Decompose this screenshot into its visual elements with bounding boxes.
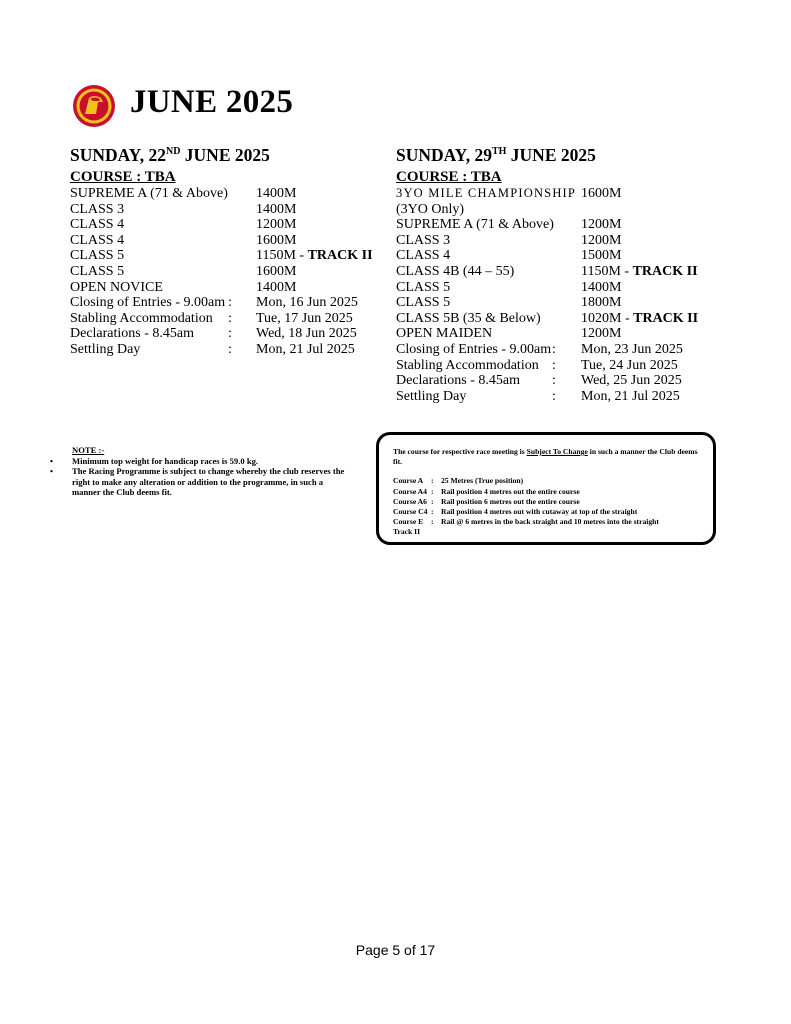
race-row: CLASS 5B (35 & Below) 1020M - TRACK II bbox=[396, 310, 699, 326]
race-row: CLASS 5 1600M bbox=[70, 263, 297, 279]
race-row: 3YO MILE CHAMPIONSHIP 1600M bbox=[396, 186, 622, 201]
date-row: Stabling Accommodation : Tue, 24 Jun 2025 bbox=[396, 357, 678, 373]
race-row: SUPREME A (71 & Above) 1200M bbox=[396, 217, 622, 233]
race-row: SUPREME A (71 & Above) 1400M bbox=[70, 186, 297, 201]
course-row: Course A4 : Rail position 4 metres out the entire course bbox=[393, 486, 580, 496]
note-item: • Minimum top weight for handicap races is 59.0 kg. bbox=[50, 455, 259, 466]
course-row: Course A6 : Rail position 6 metres out the entire course bbox=[393, 496, 580, 506]
race-row: CLASS 4 1600M bbox=[70, 232, 297, 248]
course-row: Course E : Rail @ 6 metres in the back straight and 10 metres into the straight bbox=[393, 517, 659, 527]
course-row: Course C4 : Rail position 4 metres out with cutaway at top of the straight bbox=[393, 507, 638, 517]
race-row: CLASS 3 1200M bbox=[396, 232, 622, 248]
race-row: CLASS 4 1200M bbox=[70, 217, 297, 233]
race-row: CLASS 5 1800M bbox=[396, 295, 622, 311]
date-row: Settling Day : Mon, 21 Jul 2025 bbox=[70, 341, 355, 357]
race-row: CLASS 4B (44 – 55) 1150M - TRACK II bbox=[396, 263, 698, 279]
course-box-intro: The course for respective race meeting is Subject To Change in such a manner the Club deems fit. bbox=[393, 447, 698, 467]
meeting-1-heading: SUNDAY, 22ND JUNE 2025 bbox=[70, 145, 270, 165]
notes-title: NOTE :- bbox=[72, 445, 105, 455]
date-row: Declarations - 8.45am : Wed, 25 Jun 2025 bbox=[396, 373, 682, 389]
race-row: OPEN MAIDEN 1200M bbox=[396, 326, 622, 342]
note-item: • The Racing Programme is subject to change whereby the club reserves the right to make any alteration or addition to the programme, in such a manner the Club deems fit. bbox=[50, 466, 345, 498]
meeting-2-heading: SUNDAY, 29TH JUNE 2025 bbox=[396, 145, 596, 165]
date-row: Stabling Accommodation : Tue, 17 Jun 2025 bbox=[70, 310, 353, 326]
meeting-1-course: COURSE : TBA bbox=[70, 169, 176, 185]
page-title: JUNE 2025 bbox=[130, 84, 294, 120]
race-row: (3YO Only) bbox=[396, 201, 465, 217]
date-row: Declarations - 8.45am : Wed, 18 Jun 2025 bbox=[70, 326, 357, 342]
meeting-2-races bbox=[396, 186, 706, 404]
race-row: CLASS 5 1150M - TRACK II bbox=[70, 248, 373, 264]
course-row: Course A : 25 Metres (True position) bbox=[393, 476, 524, 486]
date-row: Closing of Entries - 9.00am : Mon, 23 Jun 2025 bbox=[396, 341, 683, 357]
race-row: OPEN NOVICE 1400M bbox=[70, 279, 297, 295]
race-row: CLASS 5 1400M bbox=[396, 279, 622, 295]
notes-section bbox=[48, 445, 348, 498]
page-number: Page 5 of 17 bbox=[355, 942, 436, 958]
date-row: Settling Day : Mon, 21 Jul 2025 bbox=[396, 388, 680, 404]
race-row: CLASS 3 1400M bbox=[70, 201, 297, 217]
meeting-1-races bbox=[70, 186, 373, 358]
date-row: Closing of Entries - 9.00am : Mon, 16 Jun 2025 bbox=[70, 295, 358, 311]
course-box-trailer: Track II bbox=[393, 527, 421, 537]
club-logo-icon bbox=[72, 84, 116, 128]
course-info-box bbox=[376, 432, 716, 545]
race-row: CLASS 4 1500M bbox=[396, 248, 622, 264]
meeting-2-course: COURSE : TBA bbox=[396, 169, 502, 185]
